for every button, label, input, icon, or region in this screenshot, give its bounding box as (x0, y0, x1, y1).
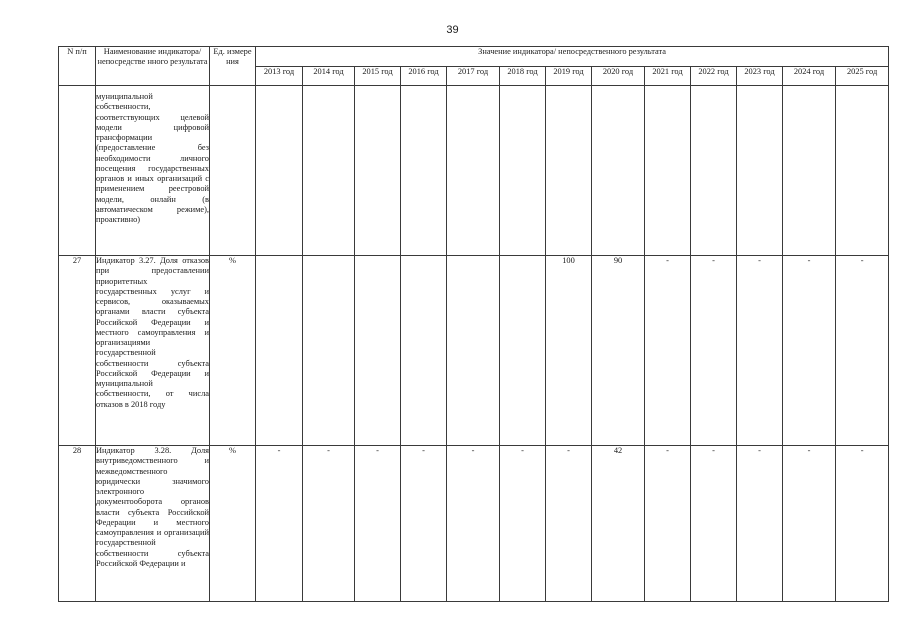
table-row (59, 256, 889, 446)
row-num: 27 (59, 256, 96, 446)
row-value (447, 86, 500, 256)
header-year: 2019 год (546, 67, 592, 86)
row-value: - (447, 446, 500, 602)
header-year: 2024 год (783, 67, 836, 86)
table-row (59, 86, 889, 256)
row-value (303, 256, 355, 446)
header-year: 2023 год (737, 67, 783, 86)
table-row (59, 446, 889, 602)
row-value (355, 86, 401, 256)
header-values-group: Значение индикатора/ непосредственного результата (256, 47, 889, 67)
row-value (500, 256, 546, 446)
row-value: - (737, 446, 783, 602)
row-value (645, 86, 691, 256)
header-year: 2017 год (447, 67, 500, 86)
row-value: - (691, 256, 737, 446)
row-value: - (355, 446, 401, 602)
row-value: - (691, 446, 737, 602)
header-num: N п/п (59, 47, 96, 86)
header-year: 2013 год (256, 67, 303, 86)
row-value: - (836, 256, 889, 446)
row-unit: % (210, 446, 256, 602)
row-value: - (401, 446, 447, 602)
row-value (256, 256, 303, 446)
row-num (59, 86, 96, 256)
row-value: - (546, 446, 592, 602)
row-value (447, 256, 500, 446)
row-num: 28 (59, 446, 96, 602)
row-value (592, 86, 645, 256)
row-value: - (645, 256, 691, 446)
header-year: 2016 год (401, 67, 447, 86)
page-number: 39 (446, 24, 459, 36)
row-value (783, 86, 836, 256)
row-value (546, 86, 592, 256)
row-value: - (783, 256, 836, 446)
row-value (737, 86, 783, 256)
header-row-top (59, 47, 889, 67)
row-value (401, 256, 447, 446)
header-unit: Ед. измере ния (210, 47, 256, 86)
row-value: - (836, 446, 889, 602)
row-value (256, 86, 303, 256)
row-unit: % (210, 256, 256, 446)
row-value (691, 86, 737, 256)
row-value: - (303, 446, 355, 602)
header-year: 2020 год (592, 67, 645, 86)
row-value: - (645, 446, 691, 602)
row-value (500, 86, 546, 256)
row-value (303, 86, 355, 256)
row-value: - (783, 446, 836, 602)
header-year: 2015 год (355, 67, 401, 86)
row-name: Индикатор 3.28. Доля внутриведомственного и межведомственного юридически значимого электронного документооборота органов власти субъекта Российской Федерации и местного самоуправления и организаций государственной собственности субъекта Российской Федерации и (96, 446, 210, 602)
header-year: 2022 год (691, 67, 737, 86)
row-value (355, 256, 401, 446)
indicator-table (58, 46, 889, 602)
row-value: 90 (592, 256, 645, 446)
header-name: Наименование индикатора/непосредстве нного результата (96, 47, 210, 86)
row-value (836, 86, 889, 256)
header-year: 2025 год (836, 67, 889, 86)
row-value: - (737, 256, 783, 446)
row-value: - (256, 446, 303, 602)
row-unit (210, 86, 256, 256)
header-year: 2018 год (500, 67, 546, 86)
row-value: 100 (546, 256, 592, 446)
row-name: муниципальной собственности, соответствующих целевой модели цифровой трансформации (предоставление без необходимости личного посещения государственных органов и иных организаций с применением реестровой модели, онлайн (в автоматическом режиме), проактивно) (96, 86, 210, 256)
row-value: - (500, 446, 546, 602)
header-year: 2014 год (303, 67, 355, 86)
row-name: Индикатор 3.27. Доля отказов при предоставлении приоритетных государственных услуг и сервисов, оказываемых органами власти субъекта Российской Федерации и местного самоуправления и организациями государственной собственности субъекта Российской Федерации и муниципальной собственности, от числа отказов в 2018 году (96, 256, 210, 446)
row-value (401, 86, 447, 256)
header-year: 2021 год (645, 67, 691, 86)
row-value: 42 (592, 446, 645, 602)
